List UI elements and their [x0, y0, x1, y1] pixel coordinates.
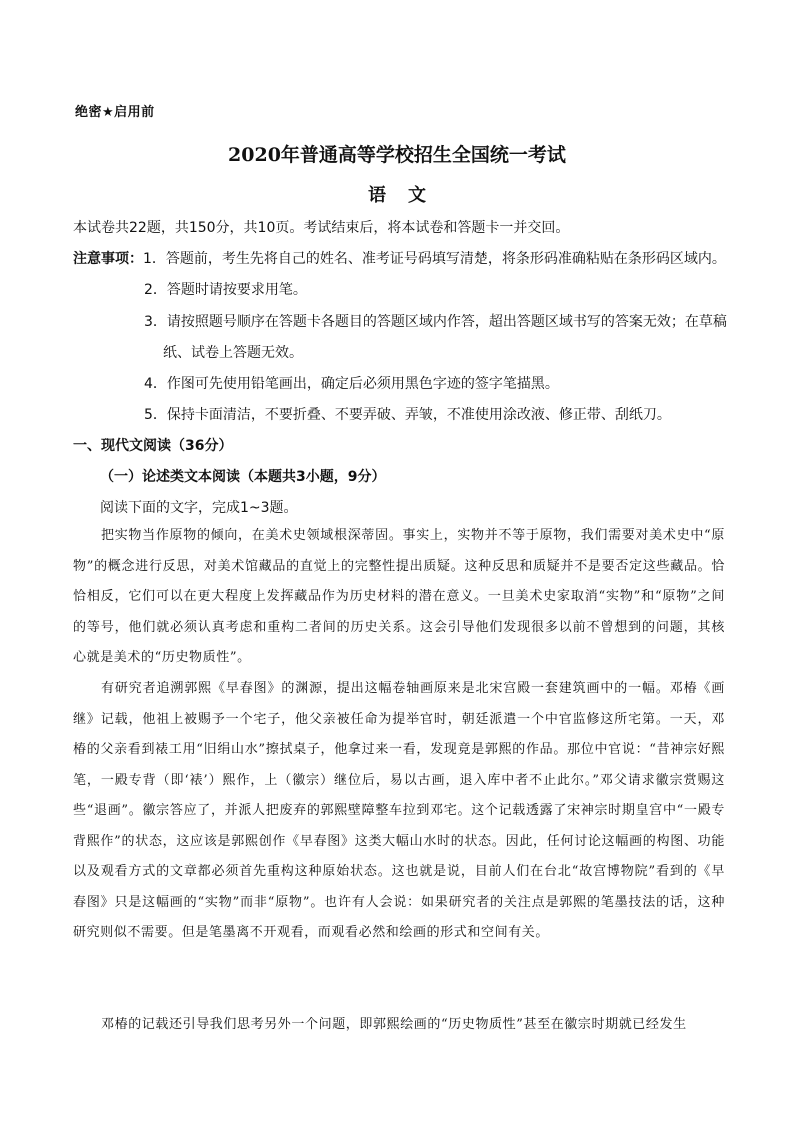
exam-title: 2020年普通高等学校招生全国统一考试	[228, 144, 566, 166]
confidential-label: 绝密★启用前	[75, 105, 155, 120]
note-item: 4．作图可先使用铅笔画出，确定后必须用黑色字迹的签字笔描黑。	[144, 376, 559, 392]
passage-paragraph-2: 有研究者追溯郭熙《早春图》的渊源，提出这幅卷轴画原来是北宋宫殿一套建筑画中的一幅。邓椿《画继》记载，他祖上被赐予一个宅子，他父亲被任命为提举官时，朝廷派遣一个中官监修这所宅第。一天，邓椿的父亲看到裱工用“旧绢山水”擦拭桌子，他拿过来一看，发现竟是郭熙的作品。那位中官说：“昔神宗好熙笔，一殿专背（即‘裱’）熙作，上（徽宗）继位后，易以古画，退入库中者不止此尔。”邓父请求徽宗赏赐这些“退画”。徽宗答应了，并派人把废弃的郭熙壁障整车拉到邓宅。这个记载透露了宋神宗时期皇宫中“一殿专背熙作”的状态，这应该是郭熙创作《早春图》这类大幅山水时的状态。因此，任何讨论这幅画的构图、功能以及观看方式的文章都必须首先重构这种原始状态。这也就是说，目前人们在台北“故宫博物院”看到的《早春图》只是这幅画的“实物”而非“原物”。也许有人会说：如果研究者的关注点是郭熙的笔墨技法的话，这种研究则似不需要。但是笔墨离不开观看，而观看必然和绘画的形式和空间有关。	[73, 681, 725, 940]
notes-row-1	[73, 248, 726, 268]
note-item: 3．请按照题号顺序在答题卡各题目的答题区域内作答，超出答题区域书写的答案无效；在草稿	[144, 314, 727, 330]
section-heading: 一、现代文阅读（36分）	[73, 438, 233, 454]
reading-instruction: 阅读下面的文字，完成1~3题。	[100, 500, 298, 516]
note-item: 2．答题时请按要求用笔。	[144, 282, 307, 298]
section-subheading: （一）论述类文本阅读（本题共3小题，9分）	[100, 469, 386, 485]
subject-title: 语文	[368, 185, 448, 206]
note-item: 5．保持卡面清洁，不要折叠、不要弄破、弄皱，不准使用涂改液、修正带、刮纸刀。	[144, 407, 671, 423]
exam-intro: 本试卷共22题，共150分，共10页。考试结束后，将本试卷和答题卡一并交回。	[73, 220, 570, 236]
passage-paragraph-3: 邓椿的记载还引导我们思考另外一个问题，即郭熙绘画的“历史物质性”甚至在徽宗时期就已经发生	[101, 1017, 687, 1032]
passage-paragraph-1: 把实物当作原物的倾向，在美术史领域根深蒂固。事实上，实物并不等于原物，我们需要对美术史中“原物”的概念进行反思，对美术馆藏品的直觉上的完整性提出质疑。这种反思和质疑并不是要否定这些藏品。恰恰相反，它们可以在更大程度上发挥藏品作为历史材料的潜在意义。一旦美术史家取消“实物”和“原物”之间的等号，他们就必须认真考虑和重构二者间的历史关系。这会引导他们发现很多以前不曾想到的问题，其核心就是美术的“历史物质性”。	[73, 528, 725, 665]
notes-label: 注意事项：	[73, 251, 143, 267]
note-item: 1．答题前，考生先将自己的姓名、准考证号码填写清楚，将条形码准确粘贴在条形码区域内。	[143, 251, 726, 267]
note-item-continuation: 纸、试卷上答题无效。	[163, 345, 303, 361]
